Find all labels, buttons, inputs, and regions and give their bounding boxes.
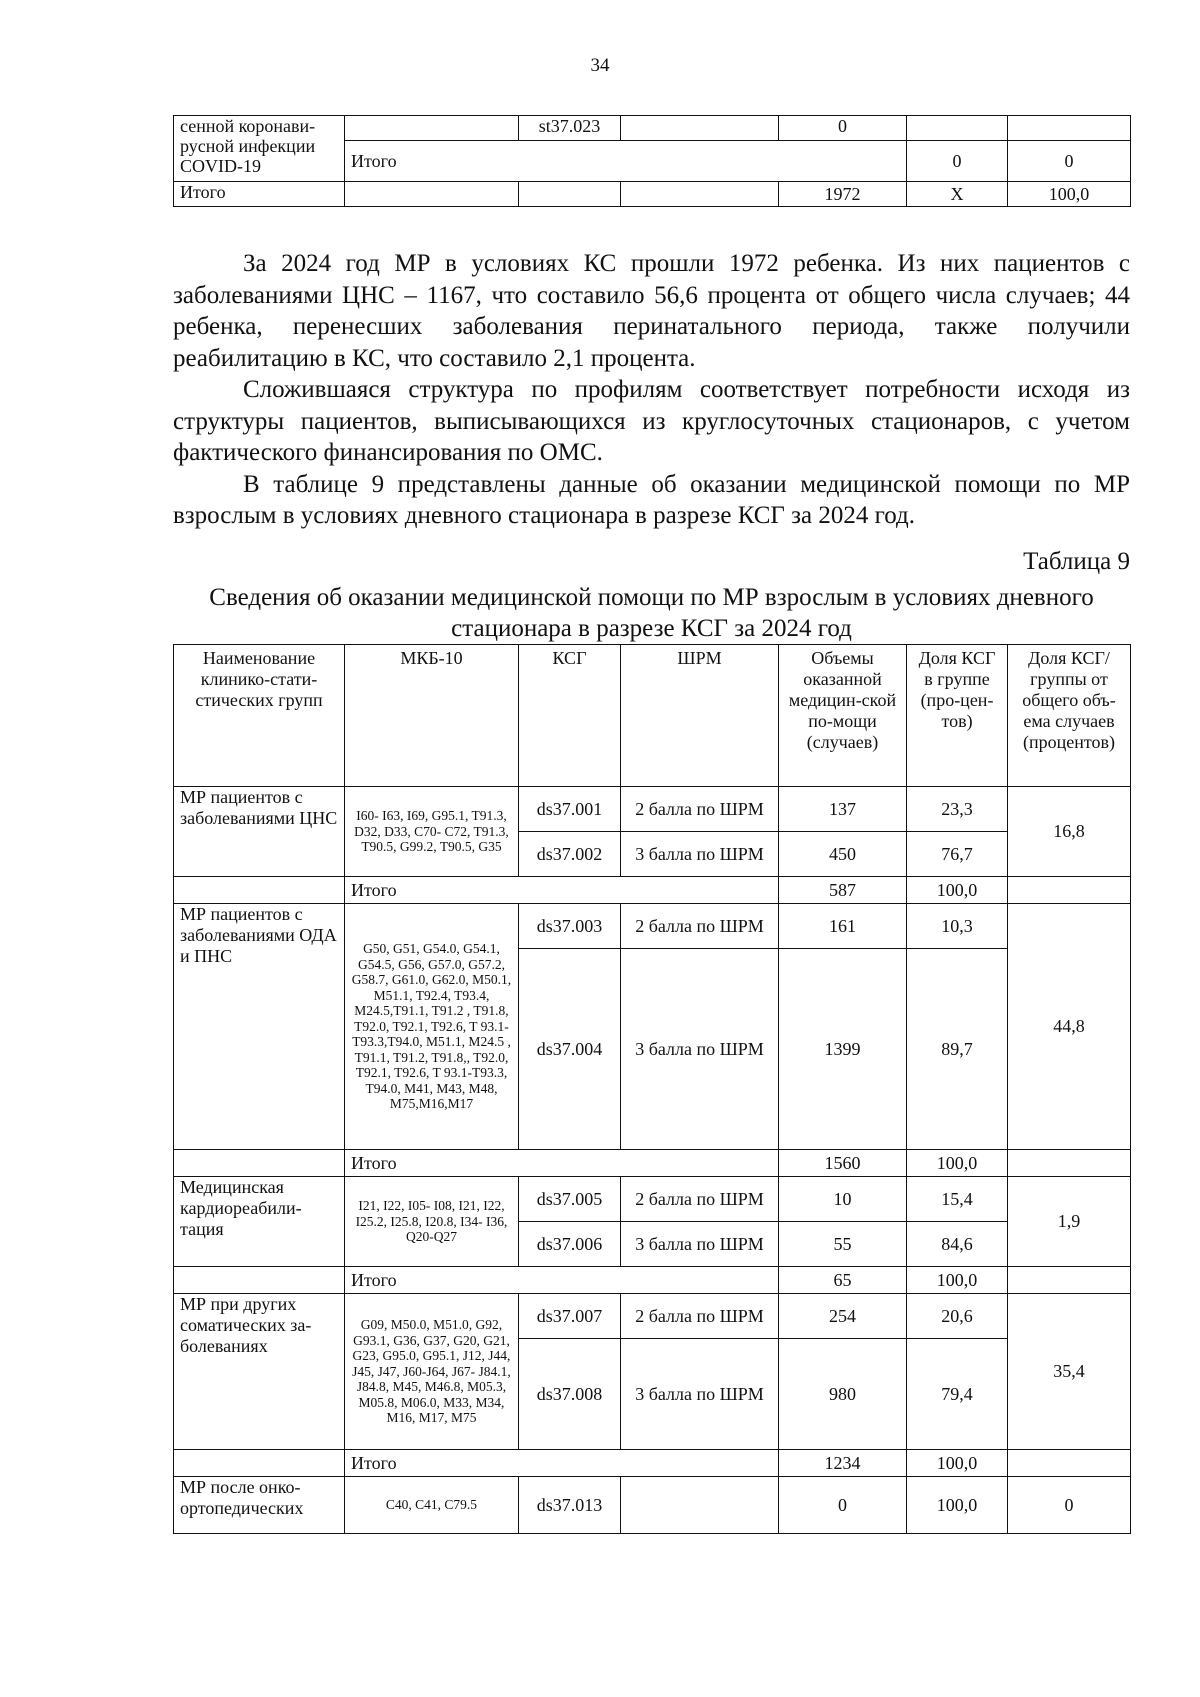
share-cell: 23,3 xyxy=(907,787,1008,832)
volume-cell: 10 xyxy=(779,1177,907,1222)
group-name-cell: МР пациентов с заболеваниями ОДА и ПНС xyxy=(174,904,345,1150)
share-cell: 100,0 xyxy=(907,1450,1008,1477)
header-ksg: КСГ xyxy=(519,645,621,787)
share-cell: 20,6 xyxy=(907,1294,1008,1339)
share-cell: 89,7 xyxy=(907,949,1008,1150)
ksg-cell: ds37.001 xyxy=(519,787,621,832)
mkb-cell: I60- I63, I69, G95.1, T91.3, D32, D33, C70- C72, T91.3, T90.5, G99.2, T90.5, G35 xyxy=(345,787,519,877)
group-name-cell: МР пациентов с заболеваниями ЦНС xyxy=(174,787,345,877)
volume-cell: 980 xyxy=(779,1339,907,1450)
shrm-cell: 3 балла по ШРМ xyxy=(621,949,779,1150)
share-cell: 15,4 xyxy=(907,1177,1008,1222)
paragraph: За 2024 год МР в условиях КС прошли 1972 ребенка. Из них пациентов с заболеваниями ЦНС – 1167, что составило 56,6 процента от общего числа случаев; 44 ребенка, перенесших заболевания перинатального периода, также получили реабилитацию в КС, что составило 2,1 процента. xyxy=(173,250,1130,372)
group-share-cell: 1,9 xyxy=(1008,1177,1131,1267)
volume-cell: 65 xyxy=(779,1267,907,1294)
page-number: 34 xyxy=(590,55,610,76)
ksg-cell: ds37.005 xyxy=(519,1177,621,1222)
share-cell: 100,0 xyxy=(907,1267,1008,1294)
volume-cell: 1234 xyxy=(779,1450,907,1477)
total-label-cell: Итого xyxy=(345,1450,779,1477)
share-cell: 100,0 xyxy=(907,1477,1008,1534)
share-cell: 100,0 xyxy=(907,1150,1008,1177)
group-share-cell: 0 xyxy=(1008,1477,1131,1534)
table-label: Таблица 9 xyxy=(1023,548,1130,575)
ksg-cell: ds37.013 xyxy=(519,1477,621,1534)
share-cell: 76,7 xyxy=(907,832,1008,877)
group-share-cell: 44,8 xyxy=(1008,904,1131,1150)
paragraph: Сложившаяся структура по профилям соответствует потребности исходя из структуры пациентов, выписывающихся из круглосуточных стационаров, с учетом фактического финансирования по ОМС. xyxy=(173,376,1130,466)
group-share-cell: 16,8 xyxy=(1008,787,1131,877)
ksg-cell: ds37.002 xyxy=(519,832,621,877)
volume-cell: 161 xyxy=(779,904,907,949)
paragraph: В таблице 9 представлены данные об оказании медицинской помощи по МР взрослым в условиях дневного стационара в разрезе КСГ за 2024 год. xyxy=(173,470,1130,529)
table-header-row xyxy=(174,645,1131,787)
total-label-cell: Итого xyxy=(345,877,779,904)
ksg-cell: ds37.007 xyxy=(519,1294,621,1339)
volume-cell: 0 xyxy=(779,1477,907,1534)
table-9 xyxy=(173,644,1131,1534)
volume-cell: 450 xyxy=(779,832,907,877)
body-text xyxy=(173,248,1130,532)
volume-cell: 1399 xyxy=(779,949,907,1150)
group-name-cell: МР при других соматических за-болеваниях xyxy=(174,1294,345,1450)
share-cell: Х xyxy=(907,182,1008,207)
table-row xyxy=(174,1477,1131,1534)
group-name-cell: Медицинская кардиореабили-тация xyxy=(174,1177,345,1267)
header-mkb: МКБ-10 xyxy=(345,645,519,787)
total-label-cell: Итого xyxy=(174,182,345,207)
mkb-cell: I21, I22, I05- I08, I21, I22, I25.2, I25.8, I20.8, I34- I36, Q20-Q27 xyxy=(345,1177,519,1267)
ksg-cell: ds37.008 xyxy=(519,1339,621,1450)
ksg-cell: st37.023 xyxy=(519,116,621,141)
table-row xyxy=(174,1267,1131,1294)
table-title: Сведения об оказании медицинской помощи по МР взрослым в условиях дневного стационара в разрезе КСГ за 2024 год xyxy=(209,584,1094,642)
shrm-cell: 2 балла по ШРМ xyxy=(621,1294,779,1339)
shrm-cell: 2 балла по ШРМ xyxy=(621,1177,779,1222)
volume-cell: 254 xyxy=(779,1294,907,1339)
header-volume: Объемы оказанной медицин-ской по-мощи (случаев) xyxy=(779,645,907,787)
volume-cell: 1560 xyxy=(779,1150,907,1177)
share-cell: 84,6 xyxy=(907,1222,1008,1267)
table-row xyxy=(174,182,1131,207)
shrm-cell: 3 балла по ШРМ xyxy=(621,832,779,877)
volume-cell: 1972 xyxy=(779,182,907,207)
table-row xyxy=(174,787,1131,832)
volume-cell: 0 xyxy=(907,141,1008,182)
ksg-cell: ds37.004 xyxy=(519,949,621,1150)
total-label-cell: Итого xyxy=(345,141,907,182)
share-cell: 10,3 xyxy=(907,904,1008,949)
mkb-cell: C40, C41, C79.5 xyxy=(345,1477,519,1534)
ksg-cell: ds37.006 xyxy=(519,1222,621,1267)
total-label-cell: Итого xyxy=(345,1267,779,1294)
share-cell: 79,4 xyxy=(907,1339,1008,1450)
mkb-cell: G09, M50.0, M51.0, G92, G93.1, G36, G37, G20, G21, G23, G95.0, G95.1, J12, J44, J45, J47, J60-J64, J67- J84.1, J84.8, M45, M46.8, M05.3, M05.8, M06.0, M33, M34, M16, M17, M75 xyxy=(345,1294,519,1450)
mkb-cell: G50, G51, G54.0, G54.1, G54.5, G56, G57.0, G57.2, G58.7, G61.0, G62.0, M50.1, M51.1, T92.4, T93.4, M24.5,T91.1, T91.2 , T91.8, T92.0, T92.1, T92.6, T 93.1-T93.3,T94.0, M51.1, M24.5 , T91.1, T91.2, T91.8,, T92.0, T92.1, T92.6, T 93.1-T93.3, T94.0, M41, M43, M48, M75,M16,M17 xyxy=(345,904,519,1150)
header-share: Доля КСГ в группе (про-цен-тов) xyxy=(907,645,1008,787)
group-share-cell: 35,4 xyxy=(1008,1294,1131,1450)
header-group-share: Доля КСГ/ группы от общего объ-ема случаев (процентов) xyxy=(1008,645,1131,787)
volume-cell: 55 xyxy=(779,1222,907,1267)
table-row xyxy=(174,1294,1131,1339)
share-cell: 100,0 xyxy=(907,877,1008,904)
ksg-cell: ds37.003 xyxy=(519,904,621,949)
volume-cell: 587 xyxy=(779,877,907,904)
total-label-cell: Итого xyxy=(345,1150,779,1177)
shrm-cell: 3 балла по ШРМ xyxy=(621,1339,779,1450)
table-row xyxy=(174,877,1131,904)
share-cell: 0 xyxy=(1008,141,1131,182)
shrm-cell xyxy=(621,1477,779,1534)
group-name-cell: сенной коронави-русной инфекции COVID-19 xyxy=(174,116,345,182)
table-row xyxy=(174,1177,1131,1222)
table-row xyxy=(174,904,1131,949)
header-name: Наименование клинико-стати-стических групп xyxy=(174,645,345,787)
table-row xyxy=(174,116,1131,141)
shrm-cell: 2 балла по ШРМ xyxy=(621,787,779,832)
shrm-cell: 2 балла по ШРМ xyxy=(621,904,779,949)
table-row xyxy=(174,1150,1131,1177)
header-shrm: ШРМ xyxy=(621,645,779,787)
group-share-cell: 100,0 xyxy=(1008,182,1131,207)
shrm-cell: 3 балла по ШРМ xyxy=(621,1222,779,1267)
volume-cell: 137 xyxy=(779,787,907,832)
top-table xyxy=(173,115,1131,207)
group-name-cell: МР после онко-ортопедических xyxy=(174,1477,345,1534)
table-row xyxy=(174,1450,1131,1477)
volume-cell: 0 xyxy=(779,116,907,141)
